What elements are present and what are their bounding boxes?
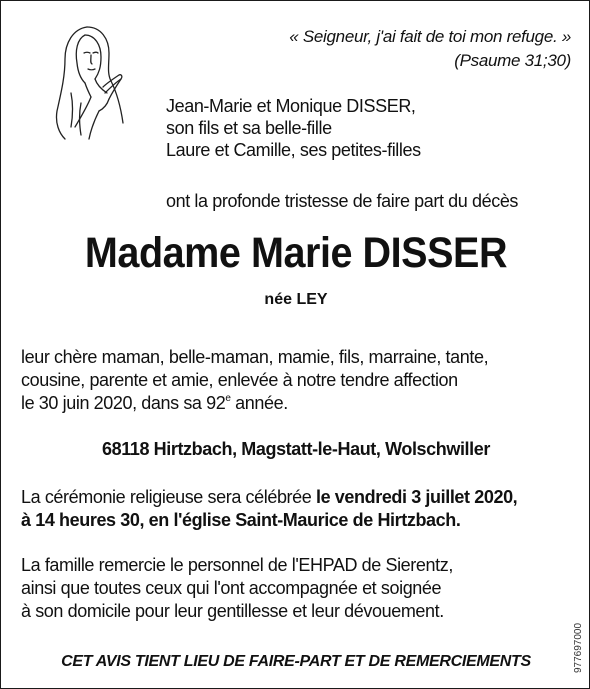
footer-notice: CET AVIS TIENT LIEU DE FAIRE-PART ET DE REMERCIEMENTS (61, 653, 531, 670)
family-line-son: son fils et sa belle-fille (166, 118, 332, 138)
thanks-line: ainsi que toutes ceux qui l'ont accompagnée et soignée (21, 578, 442, 598)
acknowledgements (21, 554, 453, 623)
deceased-name: Madame Marie DISSER (84, 229, 508, 277)
praying-madonna-icon (51, 23, 129, 141)
thanks-line: La famille remercie le personnel de l'EHPAD de Sierentz, (21, 555, 453, 575)
family-line-grandchildren: Laure et Camille, ses petites-filles (166, 140, 421, 160)
deceased-description (21, 346, 488, 415)
announcement-text: ont la profonde tristesse de faire part du décès (166, 191, 519, 211)
maiden-name: née LEY (264, 291, 328, 308)
ceremony-date: le vendredi 3 juillet 2020, (315, 487, 518, 507)
description-line: cousine, parente et amie, enlevée à notre tendre affection (21, 370, 458, 390)
family-members (166, 95, 421, 161)
thanks-line: à son domicile pour leur gentillesse et leur dévouement. (21, 601, 444, 621)
description-line (21, 392, 488, 415)
quote-text: « Seigneur, j'ai fait de toi mon refuge. » (289, 27, 571, 46)
reference-number: 977697000 (573, 622, 584, 673)
ceremony-line (21, 486, 517, 509)
description-line: leur chère maman, belle-maman, mamie, fils, marraine, tante, (21, 347, 489, 367)
date-age-text: le 30 juin 2020, dans sa 92 (21, 393, 226, 413)
quote-reference: (Psaume 31;30) (454, 51, 571, 70)
family-line-parents: Jean-Marie et Monique DISSER, (166, 96, 416, 116)
ceremony-info (21, 486, 517, 532)
date-age-end: année. (230, 393, 288, 413)
ordinal-suffix: e (225, 393, 231, 404)
locations: 68118 Hirtzbach, Magstatt-le-Haut, Wolschwiller (102, 439, 490, 459)
psalm-quote (289, 25, 571, 73)
ceremony-time-place: à 14 heures 30, en l'église Saint-Maurice de Hirtzbach. (21, 510, 461, 530)
ceremony-line (21, 509, 517, 532)
ceremony-intro: La cérémonie religieuse sera célébrée (21, 487, 316, 507)
